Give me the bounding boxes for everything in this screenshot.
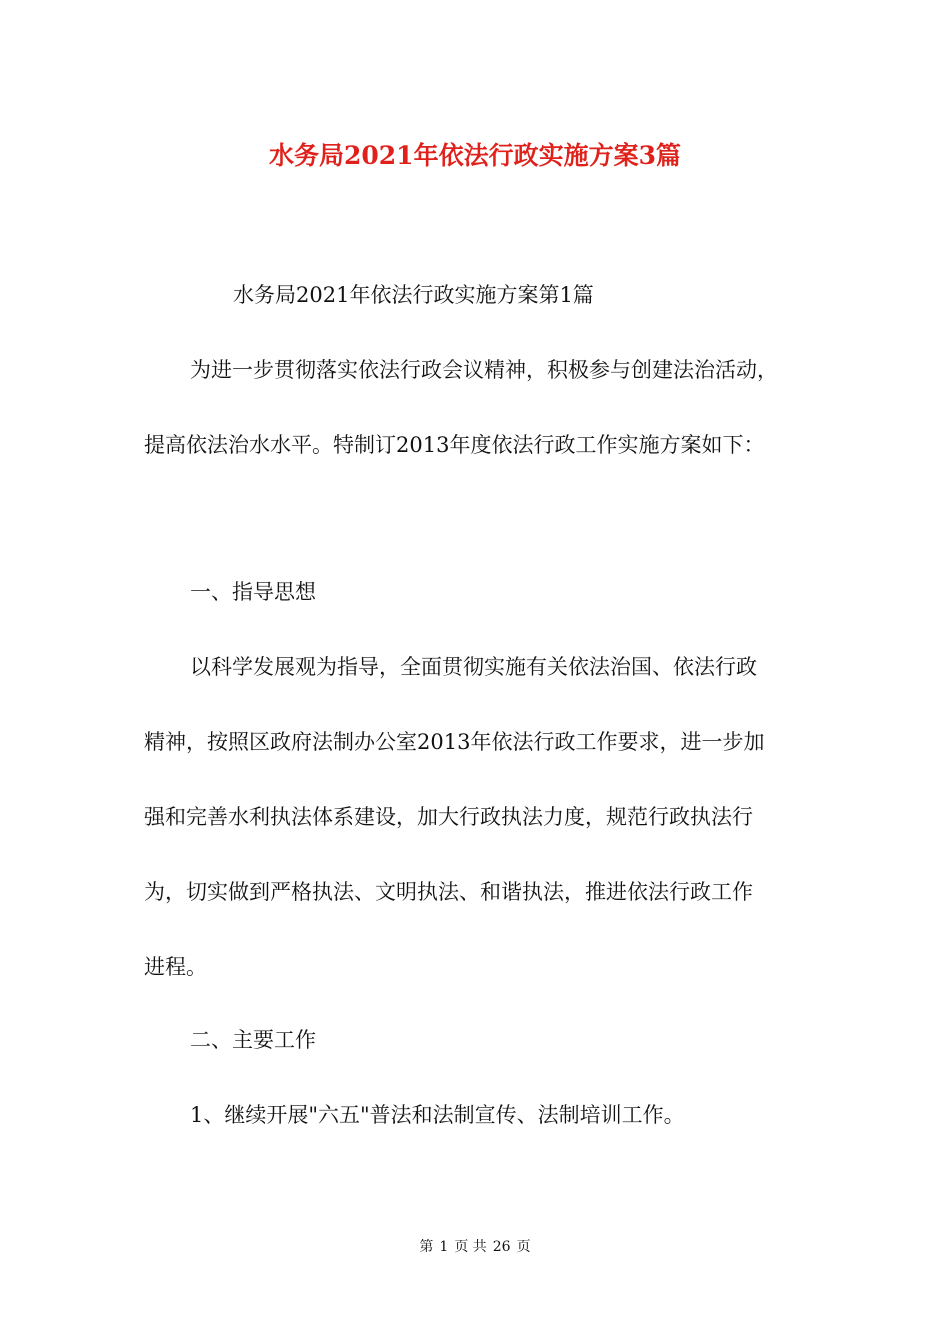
footer-suffix: 页 <box>516 1239 531 1255</box>
section-subtitle: 水务局2021年依法行政实施方案第1篇 <box>233 283 594 307</box>
intro-line-1: 为进一步贯彻落实依法行政会议精神，积极参与创建法治活动， <box>190 358 778 382</box>
heading-guiding-ideology: 一、指导思想 <box>190 580 316 604</box>
footer-prefix: 第 <box>419 1239 434 1255</box>
guiding-line-3: 强和完善水利执法体系建设，加大行政执法力度，规范行政执法行 <box>144 805 753 829</box>
footer-total-pages: 26 <box>492 1239 511 1255</box>
heading-main-work: 二、主要工作 <box>190 1028 316 1052</box>
intro-line-2: 提高依法治水水平。特制订2013年度依法行政工作实施方案如下： <box>144 433 765 457</box>
document-title: 水务局2021年依法行政实施方案3篇 <box>269 141 681 170</box>
guiding-line-2: 精神，按照区政府法制办公室2013年依法行政工作要求，进一步加 <box>144 730 765 754</box>
guiding-line-5: 进程。 <box>144 955 207 979</box>
footer-middle: 页 共 <box>454 1239 487 1255</box>
guiding-line-4: 为，切实做到严格执法、文明执法、和谐执法，推进依法行政工作 <box>144 880 753 904</box>
footer-current-page: 1 <box>439 1239 449 1255</box>
guiding-line-1: 以科学发展观为指导，全面贯彻实施有关依法治国、依法行政 <box>190 655 757 679</box>
page-footer <box>0 1236 950 1256</box>
main-work-item-1: 1、继续开展"六五"普法和法制宣传、法制培训工作。 <box>190 1103 685 1127</box>
